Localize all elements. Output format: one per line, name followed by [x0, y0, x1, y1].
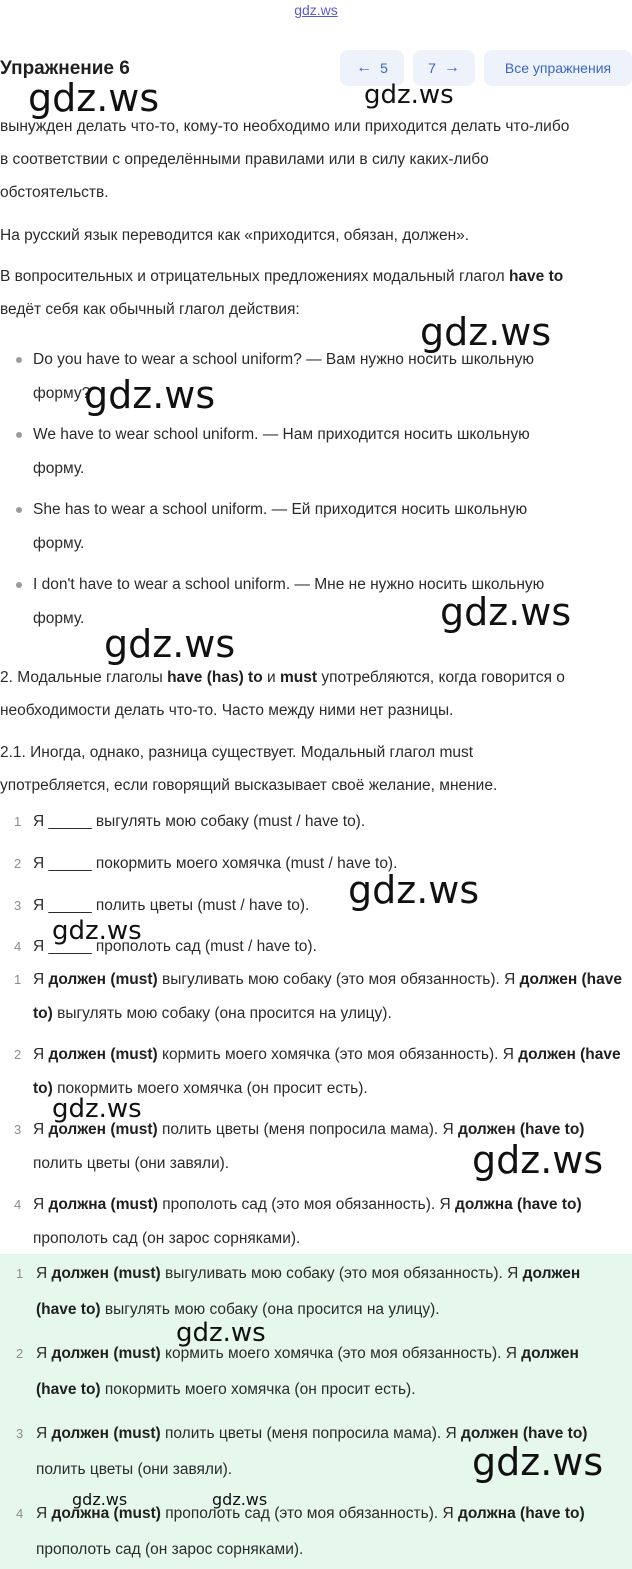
emphasis: have (has) to [167, 669, 263, 686]
next-exercise-label: 7 [428, 60, 436, 76]
emphasis: должна (must) [48, 1196, 158, 1213]
list-item: I don't have to wear a school uniform. — Мне не нужно носить школьную [33, 576, 545, 593]
prev-exercise-label: 5 [380, 60, 388, 76]
text: Я [33, 1046, 49, 1063]
task-item: Я _____ полить цветы (must / have to). [33, 897, 310, 914]
text: Я [36, 1345, 52, 1362]
theory-paragraph: в соответствии с определёнными правилами или в силу каких-либо [0, 151, 489, 168]
watermark: gdz.ws [212, 1490, 268, 1509]
emphasis: должен (must) [48, 971, 158, 988]
watermark: gdz.ws [440, 590, 572, 634]
item-number: 3 [16, 1426, 24, 1441]
item-number: 1 [14, 814, 22, 829]
text: Я [33, 1196, 49, 1213]
item-number: 3 [14, 898, 22, 913]
item-number: 2 [16, 1346, 24, 1361]
text: покормить моего хомячка (он просит есть). [52, 1080, 368, 1097]
watermark: gdz.ws [176, 1318, 266, 1348]
emphasis: должен (have to) [33, 1046, 621, 1097]
emphasis: должна (have to) [458, 1505, 585, 1522]
list-item: Do you have to wear a school uniform? — Вам нужно носить школьную [33, 351, 534, 368]
text: Я [33, 1121, 49, 1138]
emphasis: должен (have to) [461, 1425, 588, 1442]
text: В вопросительных и отрицательных предложениях модальный глагол [0, 268, 509, 285]
emphasis: должен (must) [51, 1265, 161, 1282]
list-item: форму. [33, 610, 85, 627]
text: полить цветы (меня попросила мама). Я [160, 1425, 462, 1442]
watermark: gdz.ws [104, 622, 236, 666]
answer-item [36, 1256, 616, 1328]
emphasis: must [279, 669, 318, 686]
emphasis: должен (have to) [36, 1345, 579, 1398]
text: Я [36, 1425, 52, 1442]
page-title: Упражнение 6 [0, 58, 130, 79]
task-item: Я _____ покормить моего хомячка (must / have to). [33, 855, 398, 872]
text: Я [36, 1265, 52, 1282]
emphasis: должен (must) [51, 1345, 161, 1362]
emphasis: должен (must) [48, 1046, 158, 1063]
theory-paragraph: вынужден делать что-то, кому-то необходимо или приходится делать что-либо [0, 118, 570, 135]
text: выгуливать мою собаку (это моя обязанность). Я [160, 1265, 523, 1282]
watermark: gdz.ws [84, 373, 216, 417]
answer-item [36, 1336, 616, 1408]
emphasis: должен (must) [51, 1425, 161, 1442]
watermark: gdz.ws [472, 1440, 604, 1484]
all-exercises-button[interactable] [484, 50, 632, 86]
answer-item [33, 963, 623, 1031]
theory-paragraph: ведёт себя как обычный глагол действия: [0, 301, 300, 318]
watermark: gdz.ws [52, 916, 142, 946]
bullet-icon [16, 432, 22, 438]
list-item: She has to wear a school uniform. — Ей приходится носить школьную [33, 501, 528, 518]
task-item: Я _____ прополоть сад (must / have to). [33, 938, 317, 955]
watermark: gdz.ws [72, 1490, 128, 1509]
text: выгулять мою собаку (она просится на улицу). [100, 1301, 440, 1318]
theory-paragraph [0, 661, 630, 695]
arrow-left-icon: ← [356, 59, 373, 76]
item-number: 4 [16, 1506, 24, 1521]
theory-paragraph: 2.1. Иногда, однако, разница существует. Модальный глагол must [0, 744, 474, 761]
emphasis: должна (must) [51, 1505, 161, 1522]
text: употребляются, когда говорится о [317, 669, 565, 686]
text: прополоть сад (это моя обязанность). Я [157, 1196, 455, 1213]
theory-paragraph [0, 260, 630, 294]
site-link[interactable]: gdz.ws [294, 2, 338, 18]
theory-paragraph: На русский язык переводится как «приходится, обязан, должен». [0, 227, 470, 244]
theory-paragraph: употребляется, если говорящий высказывает своё желание, мнение. [0, 777, 498, 794]
watermark: gdz.ws [28, 76, 160, 120]
list-item: форму. [33, 535, 85, 552]
item-number: 1 [14, 972, 22, 987]
text: выгулять мою собаку (она просится на улицу). [52, 1005, 392, 1022]
item-number: 4 [14, 1197, 22, 1212]
bullet-icon [16, 357, 22, 363]
item-number: 1 [16, 1266, 24, 1281]
text: Я [36, 1505, 52, 1522]
list-item: форму. [33, 460, 85, 477]
text: и [262, 669, 280, 686]
text: полить цветы (они завяли). [33, 1155, 230, 1172]
list-item: форму? [33, 385, 91, 402]
text: Я [33, 971, 49, 988]
emphasis: должен (have to) [33, 971, 622, 1022]
text: покормить моего хомячка (он просит есть). [100, 1381, 416, 1398]
item-number: 2 [14, 856, 22, 871]
text: выгуливать мою собаку (это моя обязанность). Я [157, 971, 520, 988]
bullet-icon [16, 582, 22, 588]
watermark: gdz.ws [364, 80, 454, 110]
watermark: gdz.ws [52, 1094, 142, 1124]
watermark: gdz.ws [472, 1138, 604, 1182]
text: полить цветы (меня попросила мама). Я [157, 1121, 459, 1138]
list-item: We have to wear school uniform. — Нам приходится носить школьную [33, 426, 530, 443]
item-number: 3 [14, 1122, 22, 1137]
all-exercises-label: Все упражнения [504, 60, 612, 76]
item-number: 2 [14, 1047, 22, 1062]
item-number: 4 [14, 939, 22, 954]
text: 2. Модальные глаголы [0, 669, 168, 686]
emphasis: должна (have to) [455, 1196, 582, 1213]
answer-item [33, 1188, 623, 1256]
arrow-right-icon: → [443, 59, 460, 76]
bullet-icon [16, 507, 22, 513]
watermark: gdz.ws [348, 868, 480, 912]
task-item: Я _____ выгулять мою собаку (must / have to). [33, 813, 366, 830]
emphasis: должен (must) [48, 1121, 158, 1138]
theory-paragraph: обстоятельств. [0, 184, 109, 201]
emphasis: должен (have to) [458, 1121, 585, 1138]
text: прополоть сад (он зарос сорняками). [33, 1230, 301, 1247]
text: прополоть сад (это моя обязанность). Я [160, 1505, 458, 1522]
emphasis: должен (have to) [36, 1265, 581, 1318]
text: прополоть сад (он зарос сорняками). [36, 1541, 304, 1558]
text: кормить моего хомячка (это моя обязанность). Я [160, 1345, 522, 1362]
theory-paragraph: необходимости делать что-то. Часто между ними нет разницы. [0, 702, 454, 719]
watermark: gdz.ws [420, 310, 552, 354]
text: полить цветы (они завяли). [36, 1461, 233, 1478]
text: кормить моего хомячка (это моя обязанность). Я [157, 1046, 519, 1063]
answer-box [0, 1254, 632, 1569]
emphasis: have to [508, 268, 564, 285]
